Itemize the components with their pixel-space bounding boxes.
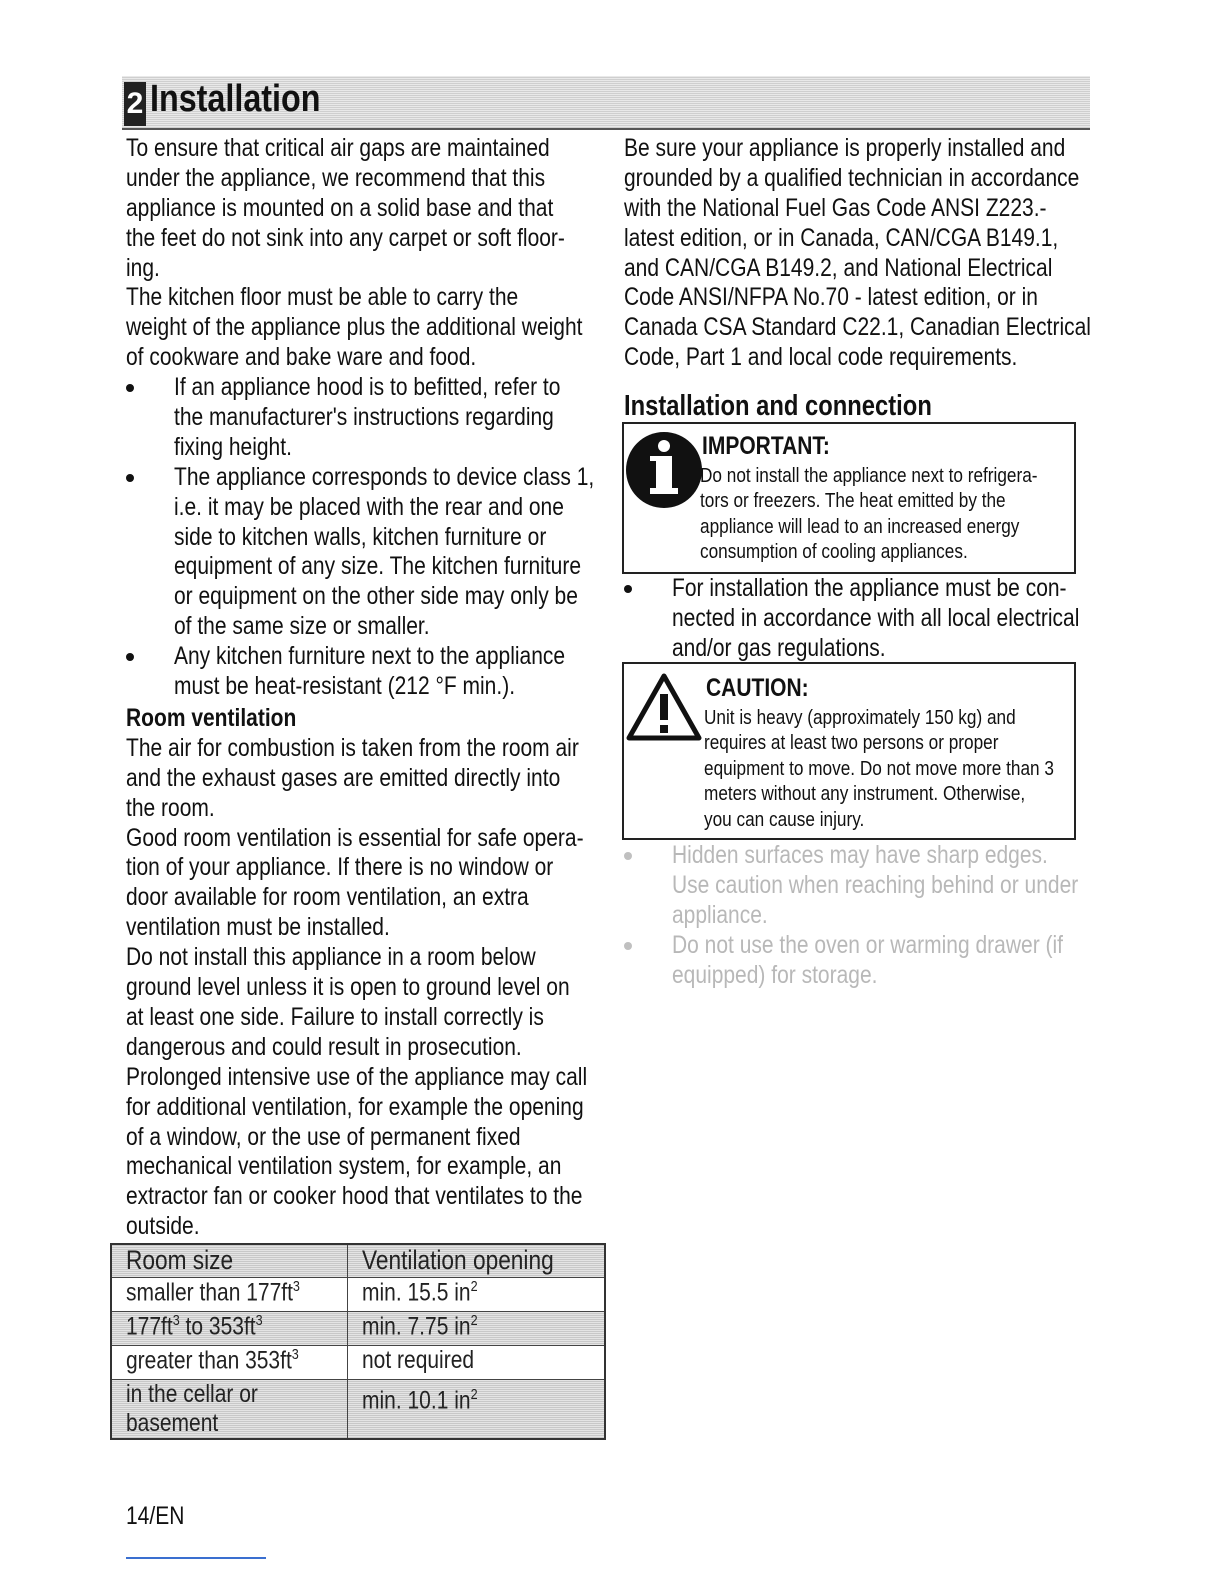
bullet-line: side to kitchen walls, kitchen furniture or [174, 522, 547, 551]
list-item [126, 373, 675, 463]
table-header-cell: Room size [111, 1244, 348, 1278]
table-row [111, 1380, 605, 1440]
faded-bullets [624, 841, 1156, 990]
table-row [111, 1312, 605, 1346]
caution-title: CAUTION: [706, 674, 809, 702]
table-cell: not required [348, 1346, 606, 1380]
caution-line: meters without any instrument. Otherwise, [704, 783, 1026, 806]
bullet-line: If an appliance hood is to befitted, refer to [174, 373, 561, 402]
bullet-line: must be heat-resistant (212 °F min.). [174, 672, 516, 701]
list-item [126, 463, 675, 642]
intro-line: The kitchen floor must be able to carry the [126, 283, 519, 312]
caution-notice [622, 662, 1076, 840]
important-line: consumption of cooling appliances. [700, 541, 968, 564]
intro-line: Be sure your appliance is properly installed and [624, 134, 1066, 162]
paragraph-line: and the exhaust gases are emitted directly into [126, 763, 561, 792]
bullet-icon [624, 942, 632, 950]
list-item [624, 574, 1157, 664]
bullet-line: fixing height. [174, 432, 292, 461]
chapter-title: Installation [150, 78, 321, 120]
paragraph-line: tion of your appliance. If there is no window or [126, 853, 554, 882]
list-item [624, 931, 1156, 991]
bullet-line: i.e. it may be placed with the rear and one [174, 492, 564, 521]
paragraph-line: for additional ventilation, for example the opening [126, 1092, 584, 1121]
intro-line: appliance is mounted on a solid base and that [126, 193, 554, 222]
chapter-number: 2 [124, 82, 146, 126]
bullet-line: Any kitchen furniture next to the appliance [174, 642, 566, 671]
intro-line: under the appliance, we recommend that this [126, 163, 546, 192]
intro-line: ing. [126, 253, 160, 282]
bullet-line: of the same size or smaller. [174, 612, 430, 641]
bullet-line: Use caution when reaching behind or under [672, 870, 1079, 899]
paragraph-line: at least one side. Failure to install correctly is [126, 1002, 544, 1031]
bullet-line: The appliance corresponds to device class 1, [174, 462, 595, 491]
room-ventilation-heading: Room ventilation [126, 703, 297, 732]
table-cell: in the cellar or basement [111, 1380, 348, 1440]
intro-line: Canada CSA Standard C22.1, Canadian Electrical [624, 313, 1091, 342]
bullet-icon [126, 474, 134, 482]
intro-line: the feet do not sink into any carpet or soft floor- [126, 223, 565, 252]
table-cell: min. 7.75 $in^2$ [348, 1312, 606, 1346]
intro-line: To ensure that critical air gaps are maintained [126, 134, 550, 162]
ventilation-table [110, 1243, 606, 1440]
paragraph-line: ventilation must be installed. [126, 913, 390, 942]
paragraph-line: The air for combustion is taken from the room air [126, 733, 579, 762]
bullet-line: the manufacturer's instructions regarding [174, 403, 554, 432]
footer-divider [126, 1557, 266, 1559]
info-icon [624, 424, 704, 515]
connection-bullet [624, 574, 1157, 664]
bullet-line: equipped) for storage. [672, 960, 878, 989]
important-title: IMPORTANT: [702, 432, 830, 460]
paragraph-line: outside. [126, 1212, 200, 1241]
page-number: 14/EN [126, 1502, 185, 1530]
paragraph-line: Do not install this appliance in a room below [126, 943, 536, 972]
bullet-line: nected in accordance with all local electrical [672, 603, 1080, 632]
bullet-line: For installation the appliance must be con- [672, 574, 1067, 602]
bullet-line: or equipment on the other side may only be [174, 582, 578, 611]
bullet-icon [624, 585, 632, 593]
intro-line: with the National Fuel Gas Code ANSI Z223.- [624, 193, 1047, 222]
section-heading: Installation and connection [624, 390, 932, 422]
bullet-line: Hidden surfaces may have sharp edges. [672, 841, 1048, 869]
table-row [111, 1346, 605, 1380]
bullet-line: Do not use the oven or warming drawer (if [672, 930, 1064, 959]
caution-line: requires at least two persons or proper [704, 732, 999, 755]
important-notice [622, 422, 1076, 574]
chapter-header [122, 76, 1090, 130]
left-column [126, 134, 675, 1242]
important-line: Do not install the appliance next to refrigera- [700, 465, 1038, 487]
important-line: tors or freezers. The heat emitted by the [700, 490, 1006, 513]
paragraph-line: door available for room ventilation, an extra [126, 883, 529, 912]
bullet-icon [624, 852, 632, 860]
table-cell: min. 10.1 $in^2$ [348, 1380, 606, 1440]
paragraph-line: mechanical ventilation system, for example, an [126, 1152, 562, 1181]
list-item [624, 841, 1156, 931]
intro-line: of cookware and bake ware and food. [126, 343, 477, 372]
bullet-line: and/or gas regulations. [672, 633, 886, 662]
paragraph-line: ground level unless it is open to ground level on [126, 973, 570, 1002]
caution-line: you can cause injury. [704, 808, 865, 831]
paragraph-line: extractor fan or cooker hood that ventilates to the [126, 1182, 583, 1211]
table-cell: smaller than $177ft^3$ [111, 1278, 348, 1312]
table-header-cell: Ventilation opening [348, 1244, 606, 1278]
paragraph-line: the room. [126, 793, 215, 822]
bullet-line: appliance. [672, 900, 768, 929]
intro-line: weight of the appliance plus the additional weight [126, 313, 583, 342]
paragraph-line: Prolonged intensive use of the appliance may call [126, 1062, 588, 1091]
paragraph-line: Good room ventilation is essential for safe opera- [126, 823, 584, 852]
caution-line: equipment to move. Do not move more than 3 [704, 757, 1054, 780]
table-cell: greater than $353ft^3$ [111, 1346, 348, 1380]
paragraph-line: of a window, or the use of permanent fixed [126, 1122, 521, 1151]
intro-line: and CAN/CGA B149.2, and National Electrical [624, 253, 1053, 282]
table-cell: $177ft^3$ to $353ft^3$ [111, 1312, 348, 1346]
important-line: appliance will lead to an increased energy [700, 515, 1020, 538]
paragraph-line: dangerous and could result in prosecution. [126, 1032, 522, 1061]
list-item [126, 642, 675, 702]
caution-line: Unit is heavy (approximately 150 kg) and [704, 707, 1016, 729]
intro-line: latest edition, or in Canada, CAN/CGA B149.1, [624, 223, 1059, 252]
bullet-icon [126, 653, 134, 661]
warning-icon [626, 672, 702, 747]
bullet-icon [126, 384, 134, 392]
intro-line: grounded by a qualified technician in accordance [624, 163, 1080, 192]
table-row [111, 1278, 605, 1312]
table-header-row [111, 1244, 605, 1278]
table-cell: min. 15.5 $in^2$ [348, 1278, 606, 1312]
intro-line: Code, Part 1 and local code requirements. [624, 343, 1018, 372]
intro-line: Code ANSI/NFPA No.70 - latest edition, or in [624, 283, 1038, 312]
right-column [624, 134, 1180, 373]
bullet-line: equipment of any size. The kitchen furniture [174, 552, 582, 581]
